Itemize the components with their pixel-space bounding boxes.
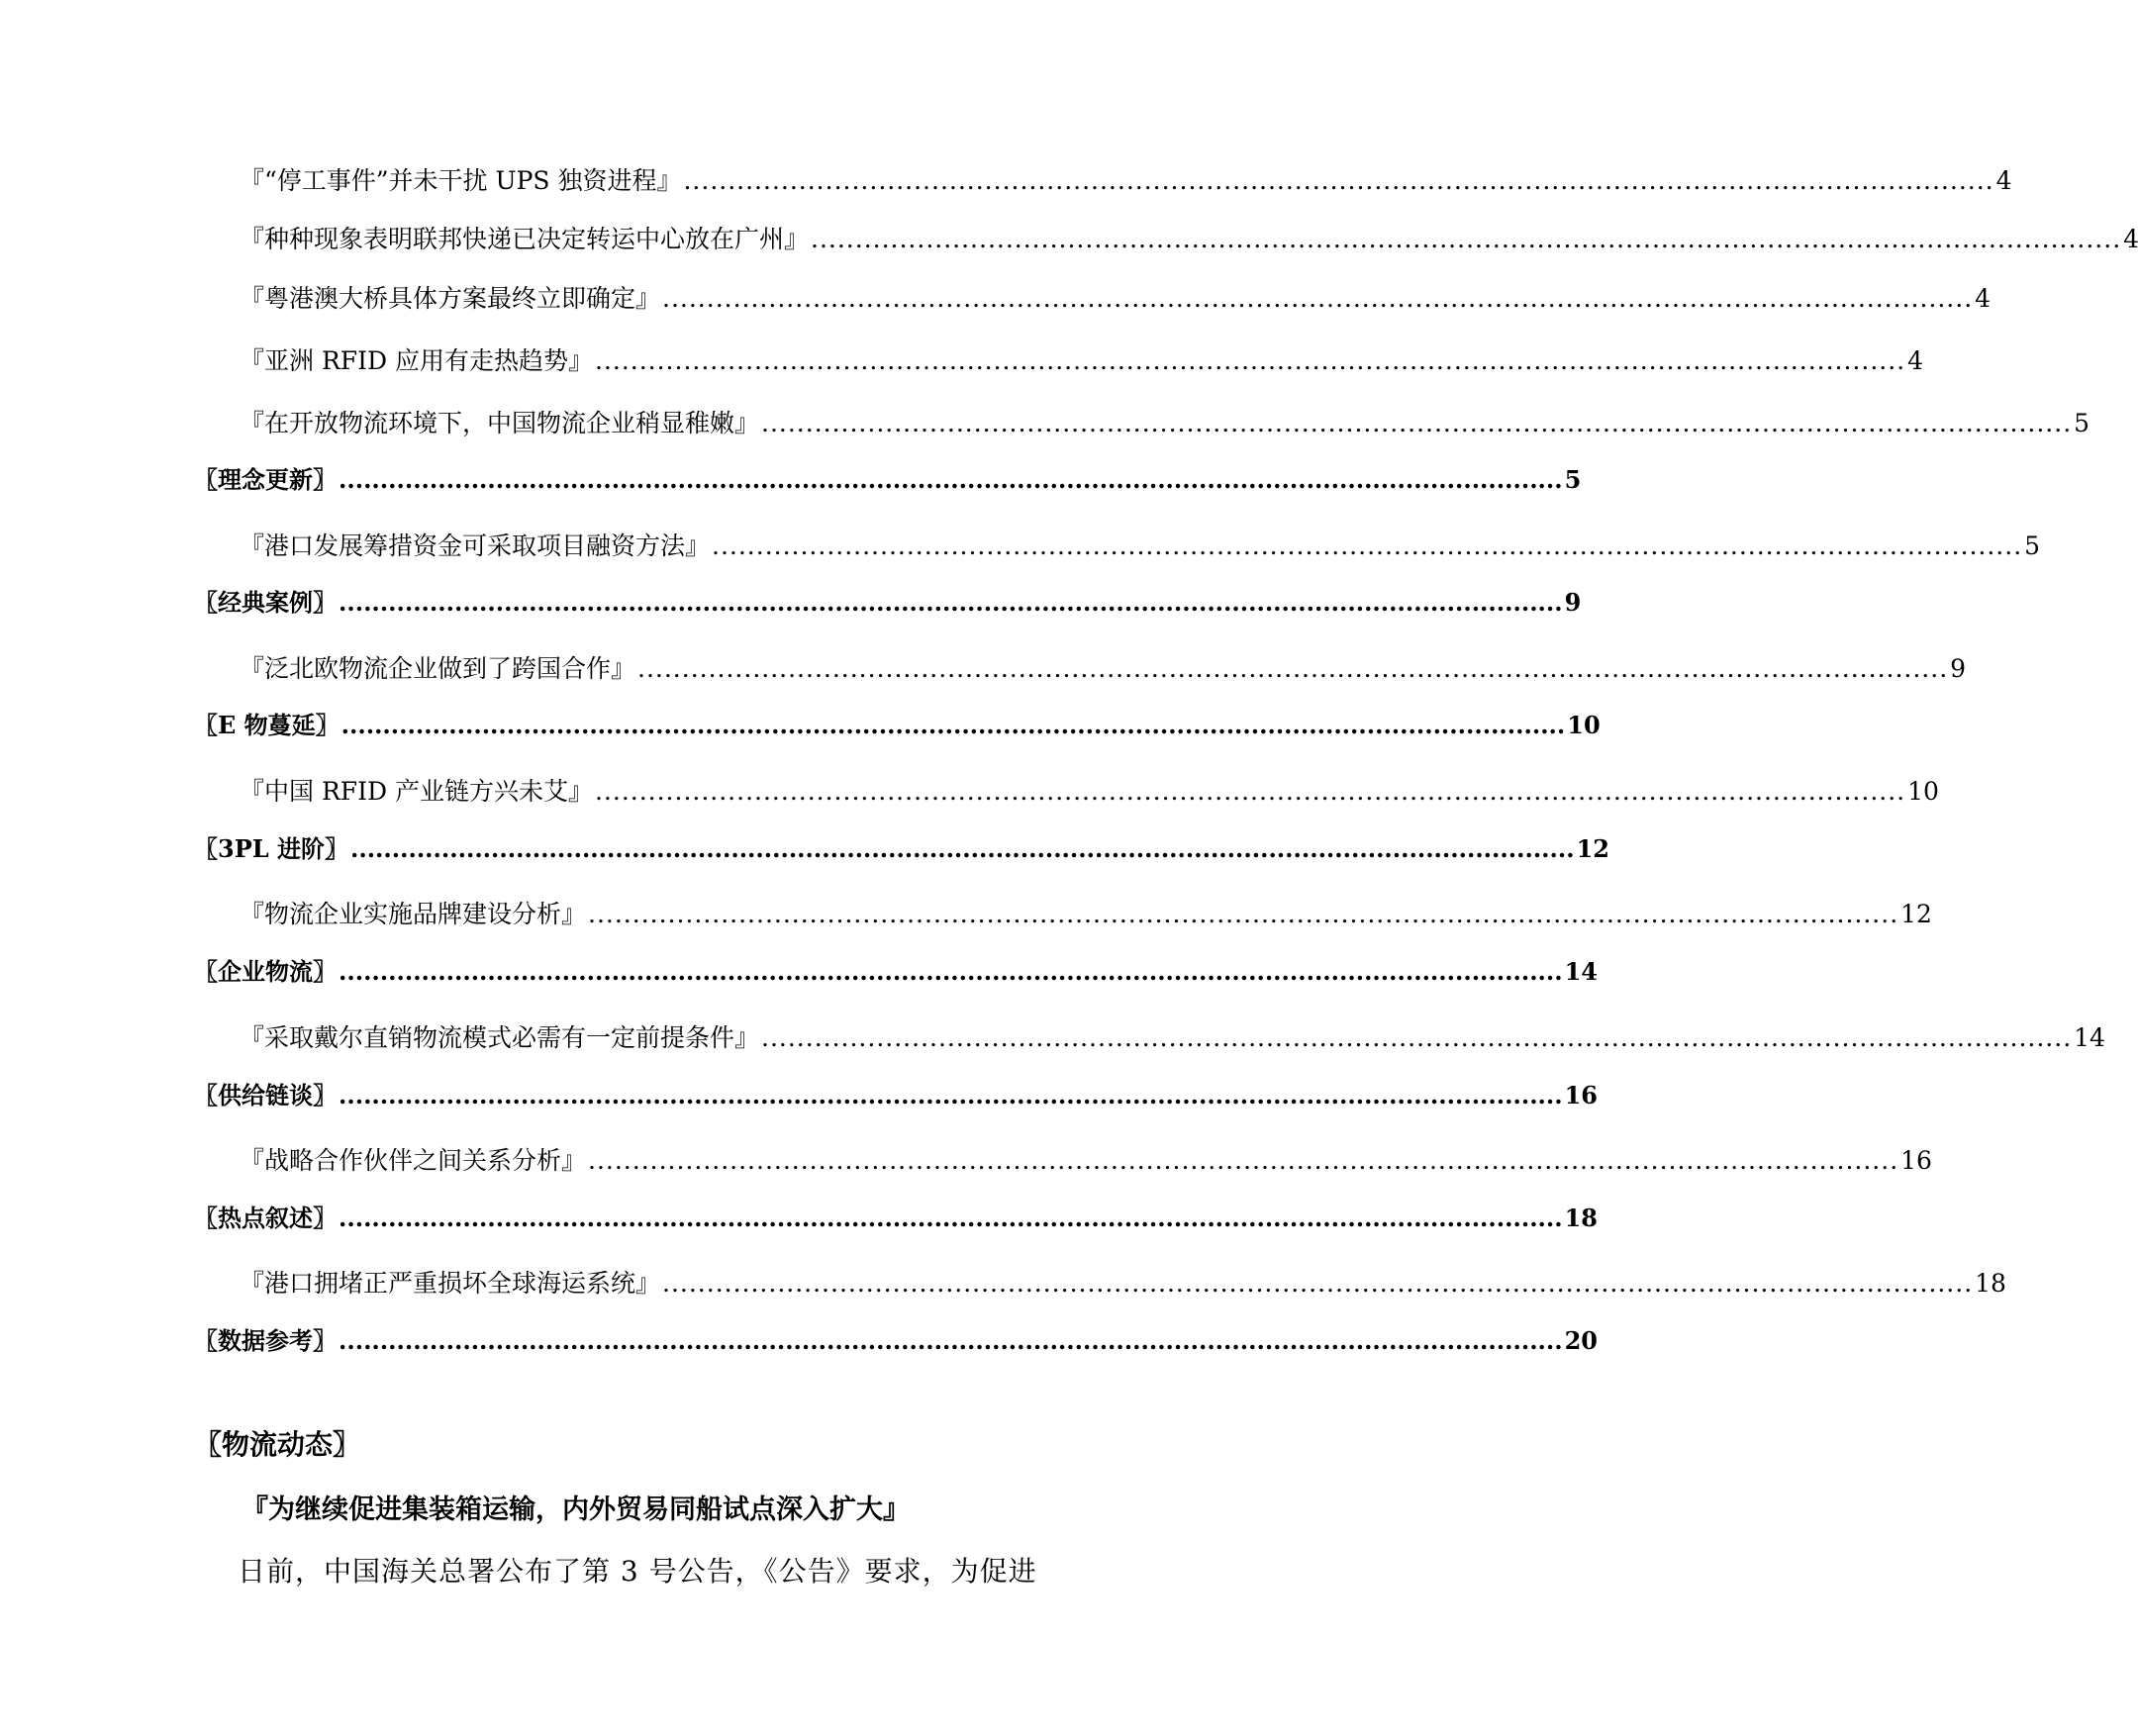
toc-section — [194, 1321, 1599, 1356]
toc-dot-leader: .................................................................................................................................................... — [340, 711, 1566, 739]
toc-section-title: 〖经典案例〗 — [194, 588, 337, 617]
toc-page-number: 18 — [1975, 1269, 2006, 1298]
toc-dot-leader: .................................................................................................................................................... — [588, 1146, 1899, 1175]
toc-dot-leader: .................................................................................................................................................... — [761, 1023, 2073, 1052]
toc-entry — [240, 1018, 2105, 1054]
toc-entry-title: 『粤港澳大桥具体方案最终立即确定』 — [240, 284, 661, 313]
toc-dot-leader: .................................................................................................................................................... — [662, 284, 1974, 313]
toc-entry-title: 『“停工事件”并未干扰 UPS 独资进程』 — [240, 166, 682, 195]
toc-entry — [240, 279, 1992, 315]
toc-dot-leader: .................................................................................................................................................... — [349, 834, 1575, 863]
toc-section-title: 〖理念更新〗 — [194, 465, 337, 494]
toc-section-title: 〖数据参考〗 — [194, 1326, 337, 1355]
toc-entry — [240, 527, 2041, 562]
toc-entry — [240, 220, 2139, 255]
toc-dot-leader: .................................................................................................................................................... — [339, 1081, 1563, 1109]
toc-entry-title: 『种种现象表明联邦快递已决定转运中心放在广州』 — [240, 225, 810, 253]
toc-dot-leader: .................................................................................................................................................... — [594, 777, 1906, 806]
toc-dot-leader: .................................................................................................................................................... — [761, 409, 2073, 437]
toc-page-number: 20 — [1564, 1326, 1599, 1355]
toc-section — [194, 706, 1601, 740]
toc-page-number: 9 — [1564, 588, 1582, 617]
toc-entry-title: 『战略合作伙伴之间关系分析』 — [240, 1146, 587, 1175]
toc-section-title: 〖E 物蔓延〗 — [194, 711, 340, 739]
toc-section — [194, 952, 1599, 987]
toc-dot-leader: .................................................................................................................................................... — [811, 225, 2122, 253]
toc-dot-leader: .................................................................................................................................................... — [662, 1269, 1974, 1298]
toc-entry-title: 『中国 RFID 产业链方兴未艾』 — [240, 777, 593, 806]
toc-dot-leader: .................................................................................................................................................... — [683, 166, 1994, 195]
toc-section — [194, 583, 1582, 618]
toc-page-number: 16 — [1900, 1146, 1932, 1175]
toc-section — [194, 829, 1609, 864]
toc-dot-leader: .................................................................................................................................................... — [588, 900, 1899, 928]
toc-page-number: 4 — [1995, 166, 2012, 195]
toc-entry-title: 『在开放物流环境下，中国物流企业稍显稚嫩』 — [240, 409, 760, 437]
toc-page-number: 10 — [1567, 711, 1601, 739]
toc-entry — [240, 772, 1939, 808]
toc-page-number: 4 — [1975, 284, 1992, 313]
toc-page-number: 4 — [1907, 346, 1924, 375]
toc-entry-title: 『物流企业实施品牌建设分析』 — [240, 900, 587, 928]
toc-dot-leader: .................................................................................................................................................... — [594, 346, 1906, 375]
toc-entry-title: 『亚洲 RFID 应用有走热趋势』 — [240, 346, 593, 375]
section-heading: 〖物流动态〗 — [194, 1428, 361, 1461]
toc-page-number: 12 — [1576, 834, 1609, 863]
toc-page-number: 14 — [2074, 1023, 2105, 1052]
toc-entry — [240, 404, 2090, 439]
article-title: 『为继续促进集装箱运输，内外贸易同船试点深入扩大』 — [242, 1495, 910, 1525]
toc-section — [194, 1199, 1599, 1233]
toc-dot-leader: .................................................................................................................................................... — [339, 1326, 1563, 1355]
toc-entry-title: 『港口拥堵正严重损坏全球海运系统』 — [240, 1269, 661, 1298]
toc-entry — [240, 895, 1932, 930]
toc-dot-leader: .................................................................................................................................................... — [637, 654, 1949, 683]
toc-dot-leader: .................................................................................................................................................... — [712, 531, 2023, 560]
toc-dot-leader: .................................................................................................................................................... — [339, 588, 1563, 617]
toc-section — [194, 1076, 1599, 1110]
toc-page-number: 9 — [1950, 654, 1967, 683]
toc-section-title: 〖热点叙述〗 — [194, 1204, 337, 1232]
toc-page-number: 4 — [2123, 225, 2139, 253]
toc-entry — [240, 1141, 1932, 1177]
toc-page-number: 14 — [1564, 957, 1599, 986]
toc-page-number: 12 — [1900, 900, 1932, 928]
toc-page-number: 5 — [2024, 531, 2041, 560]
toc-page-number: 5 — [1564, 465, 1582, 494]
toc-page-number: 18 — [1564, 1204, 1599, 1232]
body-paragraph: 日前，中国海关总署公布了第 3 号公告，《公告》要求，为促进 — [238, 1555, 1037, 1588]
toc-dot-leader: .................................................................................................................................................... — [339, 1204, 1563, 1232]
toc-dot-leader: .................................................................................................................................................... — [339, 957, 1563, 986]
toc-entry — [240, 649, 1967, 685]
toc-page-number: 16 — [1564, 1081, 1599, 1109]
toc-entry — [240, 161, 2012, 197]
toc-section — [194, 460, 1582, 495]
toc-page-number: 5 — [2074, 409, 2090, 437]
toc-entry-title: 『泛北欧物流企业做到了跨国合作』 — [240, 654, 636, 683]
toc-dot-leader: .................................................................................................................................................... — [339, 465, 1563, 494]
toc-entry-title: 『采取戴尔直销物流模式必需有一定前提条件』 — [240, 1023, 760, 1052]
toc-entry — [240, 1264, 2006, 1300]
toc-section-title: 〖供给链谈〗 — [194, 1081, 337, 1109]
toc-section-title: 〖3PL 进阶〗 — [194, 834, 348, 863]
toc-entry-title: 『港口发展筹措资金可采取项目融资方法』 — [240, 531, 711, 560]
toc-entry — [240, 341, 1924, 377]
toc-section-title: 〖企业物流〗 — [194, 957, 337, 986]
toc-page-number: 10 — [1907, 777, 1939, 806]
